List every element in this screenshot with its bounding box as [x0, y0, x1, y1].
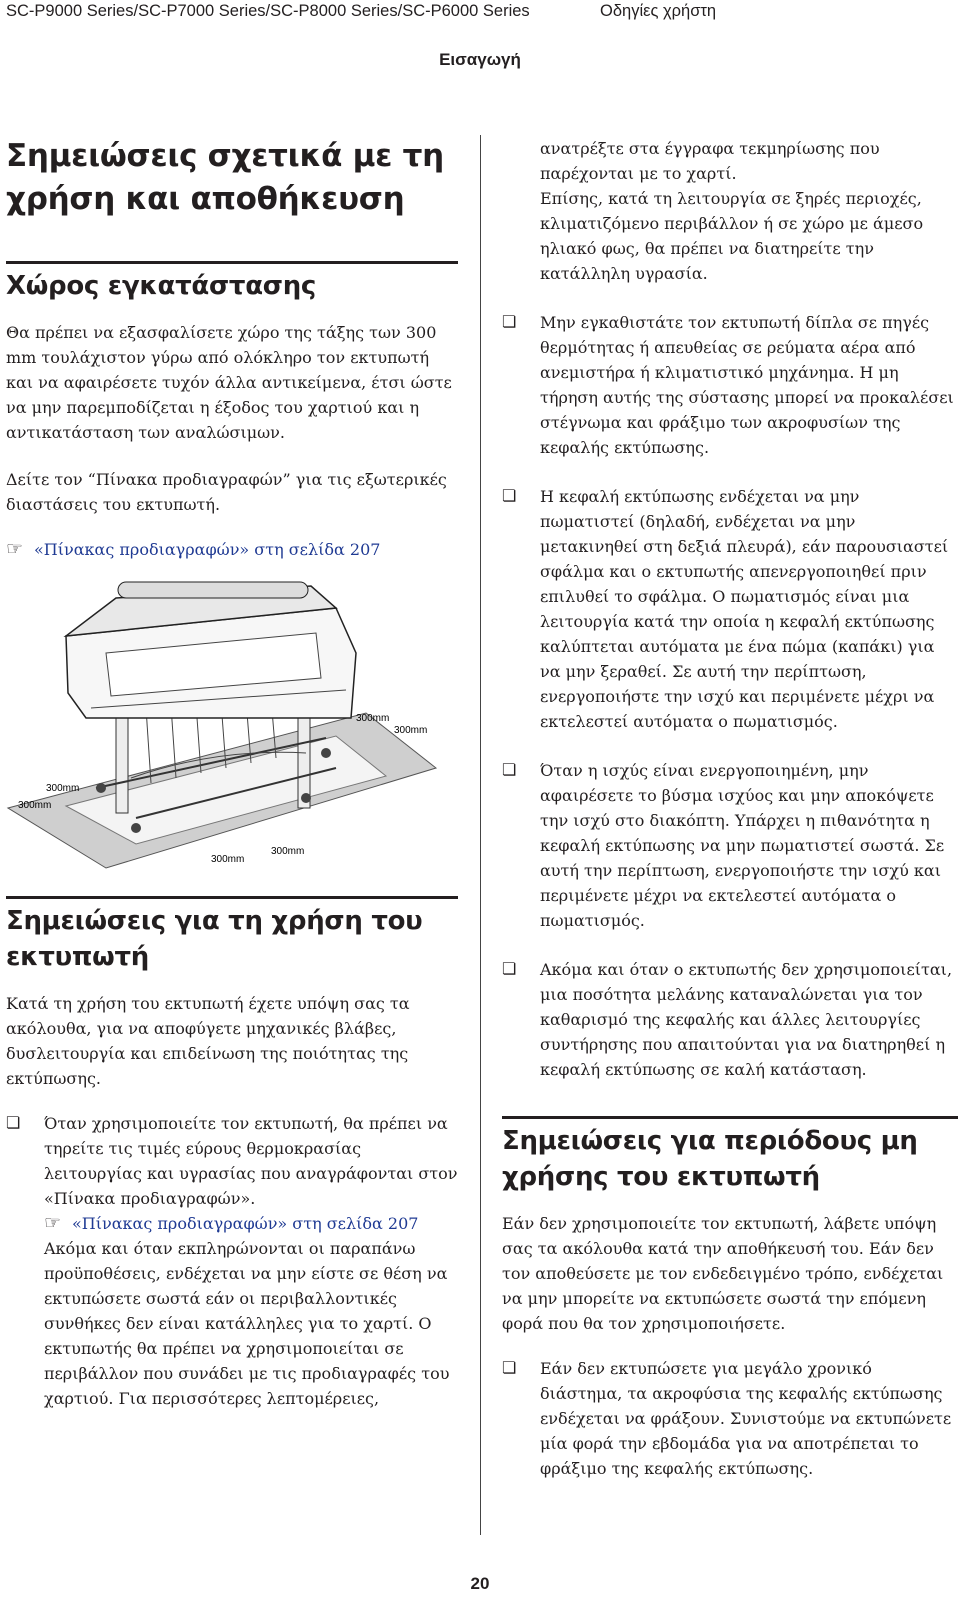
usage-intro: Κατά τη χρήση του εκτυπωτή έχετε υπόψη σας τα ακόλουθα, για να αποφύγετε μηχανικές βλάβες, δυσλειτουργία και επιδείνωση της ποιότητας της εκτύπωσης. [6, 994, 410, 1088]
continued-text: ανατρέξτε στα έγγραφα τεκμηρίωσης που παρέχονται με το χαρτί. [540, 139, 880, 183]
checkbox-bullet-icon: ❏ [502, 312, 517, 331]
pointing-hand-icon: ☞ [6, 538, 24, 560]
pointing-hand-icon: ☞ [44, 1212, 62, 1234]
usage-heading: Σημειώσεις για τη χρήση του εκτυπωτή [6, 906, 423, 972]
dim-label: 300mm [271, 846, 305, 857]
stand-leg-right [298, 708, 310, 808]
printer-clearance-figure [6, 578, 458, 874]
checkbox-bullet-icon: ❏ [502, 486, 517, 505]
list-item: ❏ Όταν χρησιμοποιείτε τον εκτυπωτή, θα πρέπει να τηρείτε τις τιμές εύρους θερμοκρασίας λειτουργίας και υγρασίας που αναγράφονται στον «Πίνακα προδιαγραφών». ☞ «Πίνακας προδιαγραφών» στη σελίδα 207 Ακόμα και όταν εκπληρώνονται οι παραπάνω προϋποθέσεις, ενδέχεται να μην είστε σε θέση να εκτυπώσετε σωστά εάν οι περιβαλλοντικές συνθήκες δεν είναι κατάλληλες για το χαρτί. Ο εκτυπωτής θα πρέπει να χρησιμοποιείται σε περιβάλλον που συνάδει με τις προδιαγραφές του χαρτιού. Για περισσότερες λεπτομέρειες, [6, 1113, 458, 1408]
roll-cover [118, 582, 308, 598]
right-column [502, 136, 958, 1481]
header-guide: Οδηγίες χρήστη [600, 2, 717, 20]
stand-leg-left [116, 703, 128, 813]
checkbox-bullet-icon: ❏ [502, 760, 517, 779]
usage-list [6, 1111, 458, 1411]
install-section [6, 261, 458, 304]
spec-link-row [6, 537, 458, 562]
usage-section [6, 896, 458, 975]
dim-label: 300mm [46, 783, 80, 794]
spec-link[interactable]: «Πίνακας προδιαγραφών» στη σελίδα 207 [72, 1214, 419, 1233]
install-paragraph: Θα πρέπει να εξασφαλίσετε χώρο της τάξης των 300 mm τουλάχιστον γύρω από ολόκληρο τον εκτυπωτή και να αφαιρέσετε τυχόν άλλα αντικείμενα, έτσι ώστε να μην παρεμποδίζεται η έξοδος του χαρτιού και η αντικατάσταση των αναλώσιμων. [6, 323, 452, 442]
page-title: Σημειώσεις σχετικά με τη χρήση και αποθήκευση [6, 138, 444, 217]
section-title: Εισαγωγή [439, 50, 521, 69]
list-item: ❏ Ακόμα και όταν ο εκτυπωτής δεν χρησιμοποιείται, μια ποσότητα μελάνης καταναλώνεται για τον καθαρισμό της κεφαλής και άλλες λειτουργίες συντήρησης που απαιτούνται για να διατηρηθεί η κεφαλή εκτύπωσης σε καλή κατάσταση. [502, 959, 953, 1079]
left-column [6, 135, 458, 1411]
install-heading: Χώρος εγκατάστασης [6, 271, 317, 301]
storage-list [502, 1356, 958, 1481]
list-item: ❏ Εάν δεν εκτυπώσετε για μεγάλο χρονικό διάστημα, τα ακροφύσια της κεφαλής εκτύπωσης ενδέχεται να φράξουν. Συνιστούμε να εκτυπώνετε μία φορά την εβδομάδα για να αποτρέπεται το φράξιμο της κεφαλής εκτύπωσης. [502, 1358, 952, 1478]
dim-label: 300mm [356, 713, 390, 724]
list-item: ❏ Όταν η ισχύς είναι ενεργοποιημένη, μην αφαιρέσετε το βύσμα ισχύος και μην αποκόψετε την ισχύ στο διακόπτη. Υπάρχει η πιθανότητα η κεφαλή εκτύπωσης να μην πωματιστεί σωστά. Σε αυτή την περίπτωση, ενεργοποιήστε την ισχύ και περιμένετε μέχρι να εκτελεστεί αυτόματα ο πωματισμός. [502, 760, 945, 930]
dim-label: 300mm [211, 854, 245, 865]
storage-heading: Σημειώσεις για περιόδους μη χρήσης του εκτυπωτή [502, 1126, 918, 1192]
dimensions-paragraph: Δείτε τον “Πίνακα προδιαγραφών” για τις εξωτερικές διαστάσεις του εκτυπωτή. [6, 470, 447, 514]
checkbox-bullet-icon: ❏ [502, 1358, 517, 1377]
storage-intro: Εάν δεν χρησιμοποιείτε τον εκτυπωτή, λάβετε υπόψη σας τα ακόλουθα κατά την αποθήκευσή του. Εάν δεν τον αποθεύσετε με τον ενδεδειγμένο τρόπο, ενδέχεται να μην μπορείτε να εκτυπώσετε σωστά την επόμενη φορά που θα τον χρησιμοποιήσετε. [502, 1214, 944, 1333]
header-model: SC-P9000 Series/SC-P7000 Series/SC-P8000 Series/SC-P6000 Series [6, 2, 530, 20]
storage-section [502, 1116, 958, 1195]
dim-label: 300mm [18, 800, 52, 811]
continued-text: Επίσης, κατά τη λειτουργία σε ξηρές περιοχές, κλιματιζόμενο περιβάλλον ή σε χώρο με άμεσο ηλιακό φως, θα πρέπει να διατηρείτε την κατάλληλη υγρασία. [540, 189, 924, 283]
column-divider [480, 135, 481, 1535]
page-number: 20 [470, 1574, 490, 1593]
spec-link[interactable]: «Πίνακας προδιαγραφών» στη σελίδα 207 [34, 540, 381, 559]
page-header [0, 0, 960, 30]
right-list [502, 310, 958, 1082]
checkbox-bullet-icon: ❏ [6, 1113, 21, 1132]
dim-label: 300mm [394, 725, 428, 736]
list-item: ❏ Μην εγκαθιστάτε τον εκτυπωτή δίπλα σε πηγές θερμότητας ή απευθείας σε ρεύματα αέρα από ανεμιστήρα ή κλιματιστικό μηχάνημα. Η μη τήρηση αυτής της σύστασης μπορεί να προκαλέσει στέγνωμα και φράξιμο των ακροφυσίων της κεφαλής εκτύπωσης. [502, 312, 954, 457]
checkbox-bullet-icon: ❏ [502, 959, 517, 978]
list-item: ❏ Η κεφαλή εκτύπωσης ενδέχεται να μην πωματιστεί (δηλαδή, ενδέχεται να μην μετακινηθεί στη δεξιά πλευρά), εάν παρουσιαστεί σφάλμα και ο εκτυπωτής απενεργοποιηθεί πριν επιλυθεί το σφάλμα. Ο πωματισμός είναι μια λειτουργία κατά την οποία η κεφαλή εκτύπωσης καλύπτεται αυτόματα με ένα πώμα (καπάκι) για να μην ξεραθεί. Σε αυτή την περίπτωση, ενεργοποιήστε την ισχύ και περιμένετε μέχρι να εκτελεστεί αυτόματα ο πωματισμός. [502, 486, 949, 731]
